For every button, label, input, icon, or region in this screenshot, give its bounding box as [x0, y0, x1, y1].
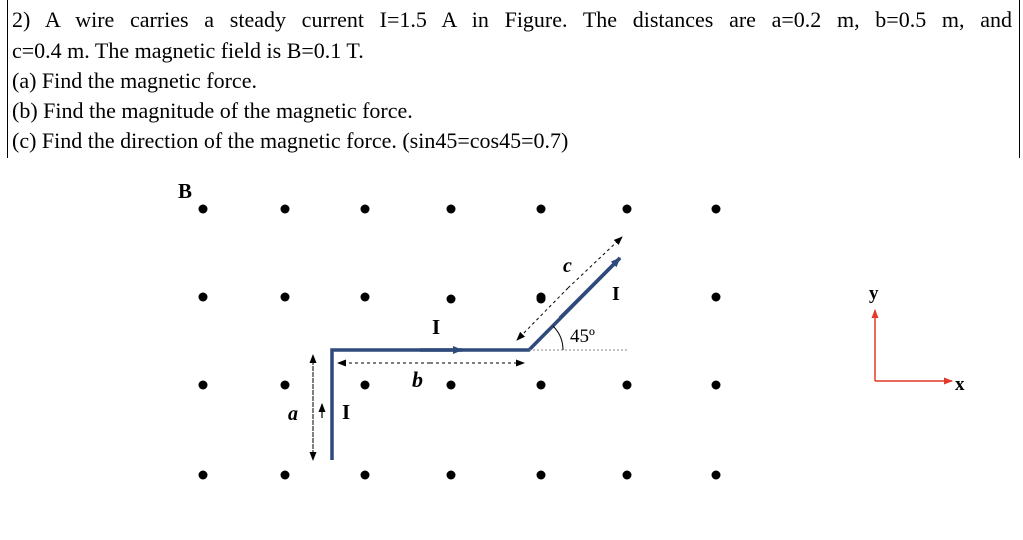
angle-arc: [553, 326, 563, 350]
field-dot: [537, 205, 546, 214]
field-dot: [199, 293, 208, 302]
coordinate-axes: [875, 310, 952, 381]
field-dot: [447, 381, 456, 390]
field-dot: [447, 295, 456, 304]
current-label-horizontal: I: [432, 315, 441, 339]
problem-statement-line-2: c=0.4 m. The magnetic field is B=0.1 T.: [12, 38, 364, 63]
axis-x-label: x: [955, 374, 965, 395]
dimension-c-label: c: [563, 255, 572, 277]
field-dot: [281, 381, 290, 390]
field-dot: [361, 381, 370, 390]
field-dot: [712, 471, 721, 480]
part-a: (a) Find the magnetic force.: [12, 68, 257, 93]
part-b: (b) Find the magnitude of the magnetic force.: [12, 98, 413, 123]
dimension-c: [517, 237, 622, 340]
field-dot: [712, 293, 721, 302]
field-dot: [361, 293, 370, 302]
wire: [332, 258, 620, 460]
problem-statement-line-1: 2) A wire carries a steady current I=1.5 A in Figure. The distances are a=0.2 m, b=0.5 m, and: [12, 7, 1012, 32]
field-dot: [537, 295, 546, 304]
field-dot: [623, 205, 632, 214]
field-dot: [281, 205, 290, 214]
field-dot: [281, 471, 290, 480]
dimension-b-label: b: [412, 367, 423, 392]
current-label-diagonal: I: [612, 283, 620, 305]
field-dot: [623, 381, 632, 390]
field-dot: [199, 205, 208, 214]
field-dot: [199, 381, 208, 390]
part-c: (c) Find the direction of the magnetic force. (sin45=cos45=0.7): [12, 128, 569, 153]
field-dot: [361, 205, 370, 214]
field-dot: [537, 471, 546, 480]
dimension-a-label: a: [288, 403, 298, 425]
field-dot: [447, 471, 456, 480]
field-dot: [361, 471, 370, 480]
field-dot: [199, 471, 208, 480]
field-dot: [623, 471, 632, 480]
field-dot: [537, 381, 546, 390]
field-dot: [281, 293, 290, 302]
field-label: B: [178, 179, 193, 203]
field-dot: [712, 381, 721, 390]
magnetic-field-dots: [199, 205, 721, 480]
axis-y-label: y: [869, 283, 879, 304]
field-dot: [712, 205, 721, 214]
current-label-vertical: I: [342, 400, 351, 424]
field-dot: [447, 205, 456, 214]
angle-label: 45º: [570, 326, 595, 347]
